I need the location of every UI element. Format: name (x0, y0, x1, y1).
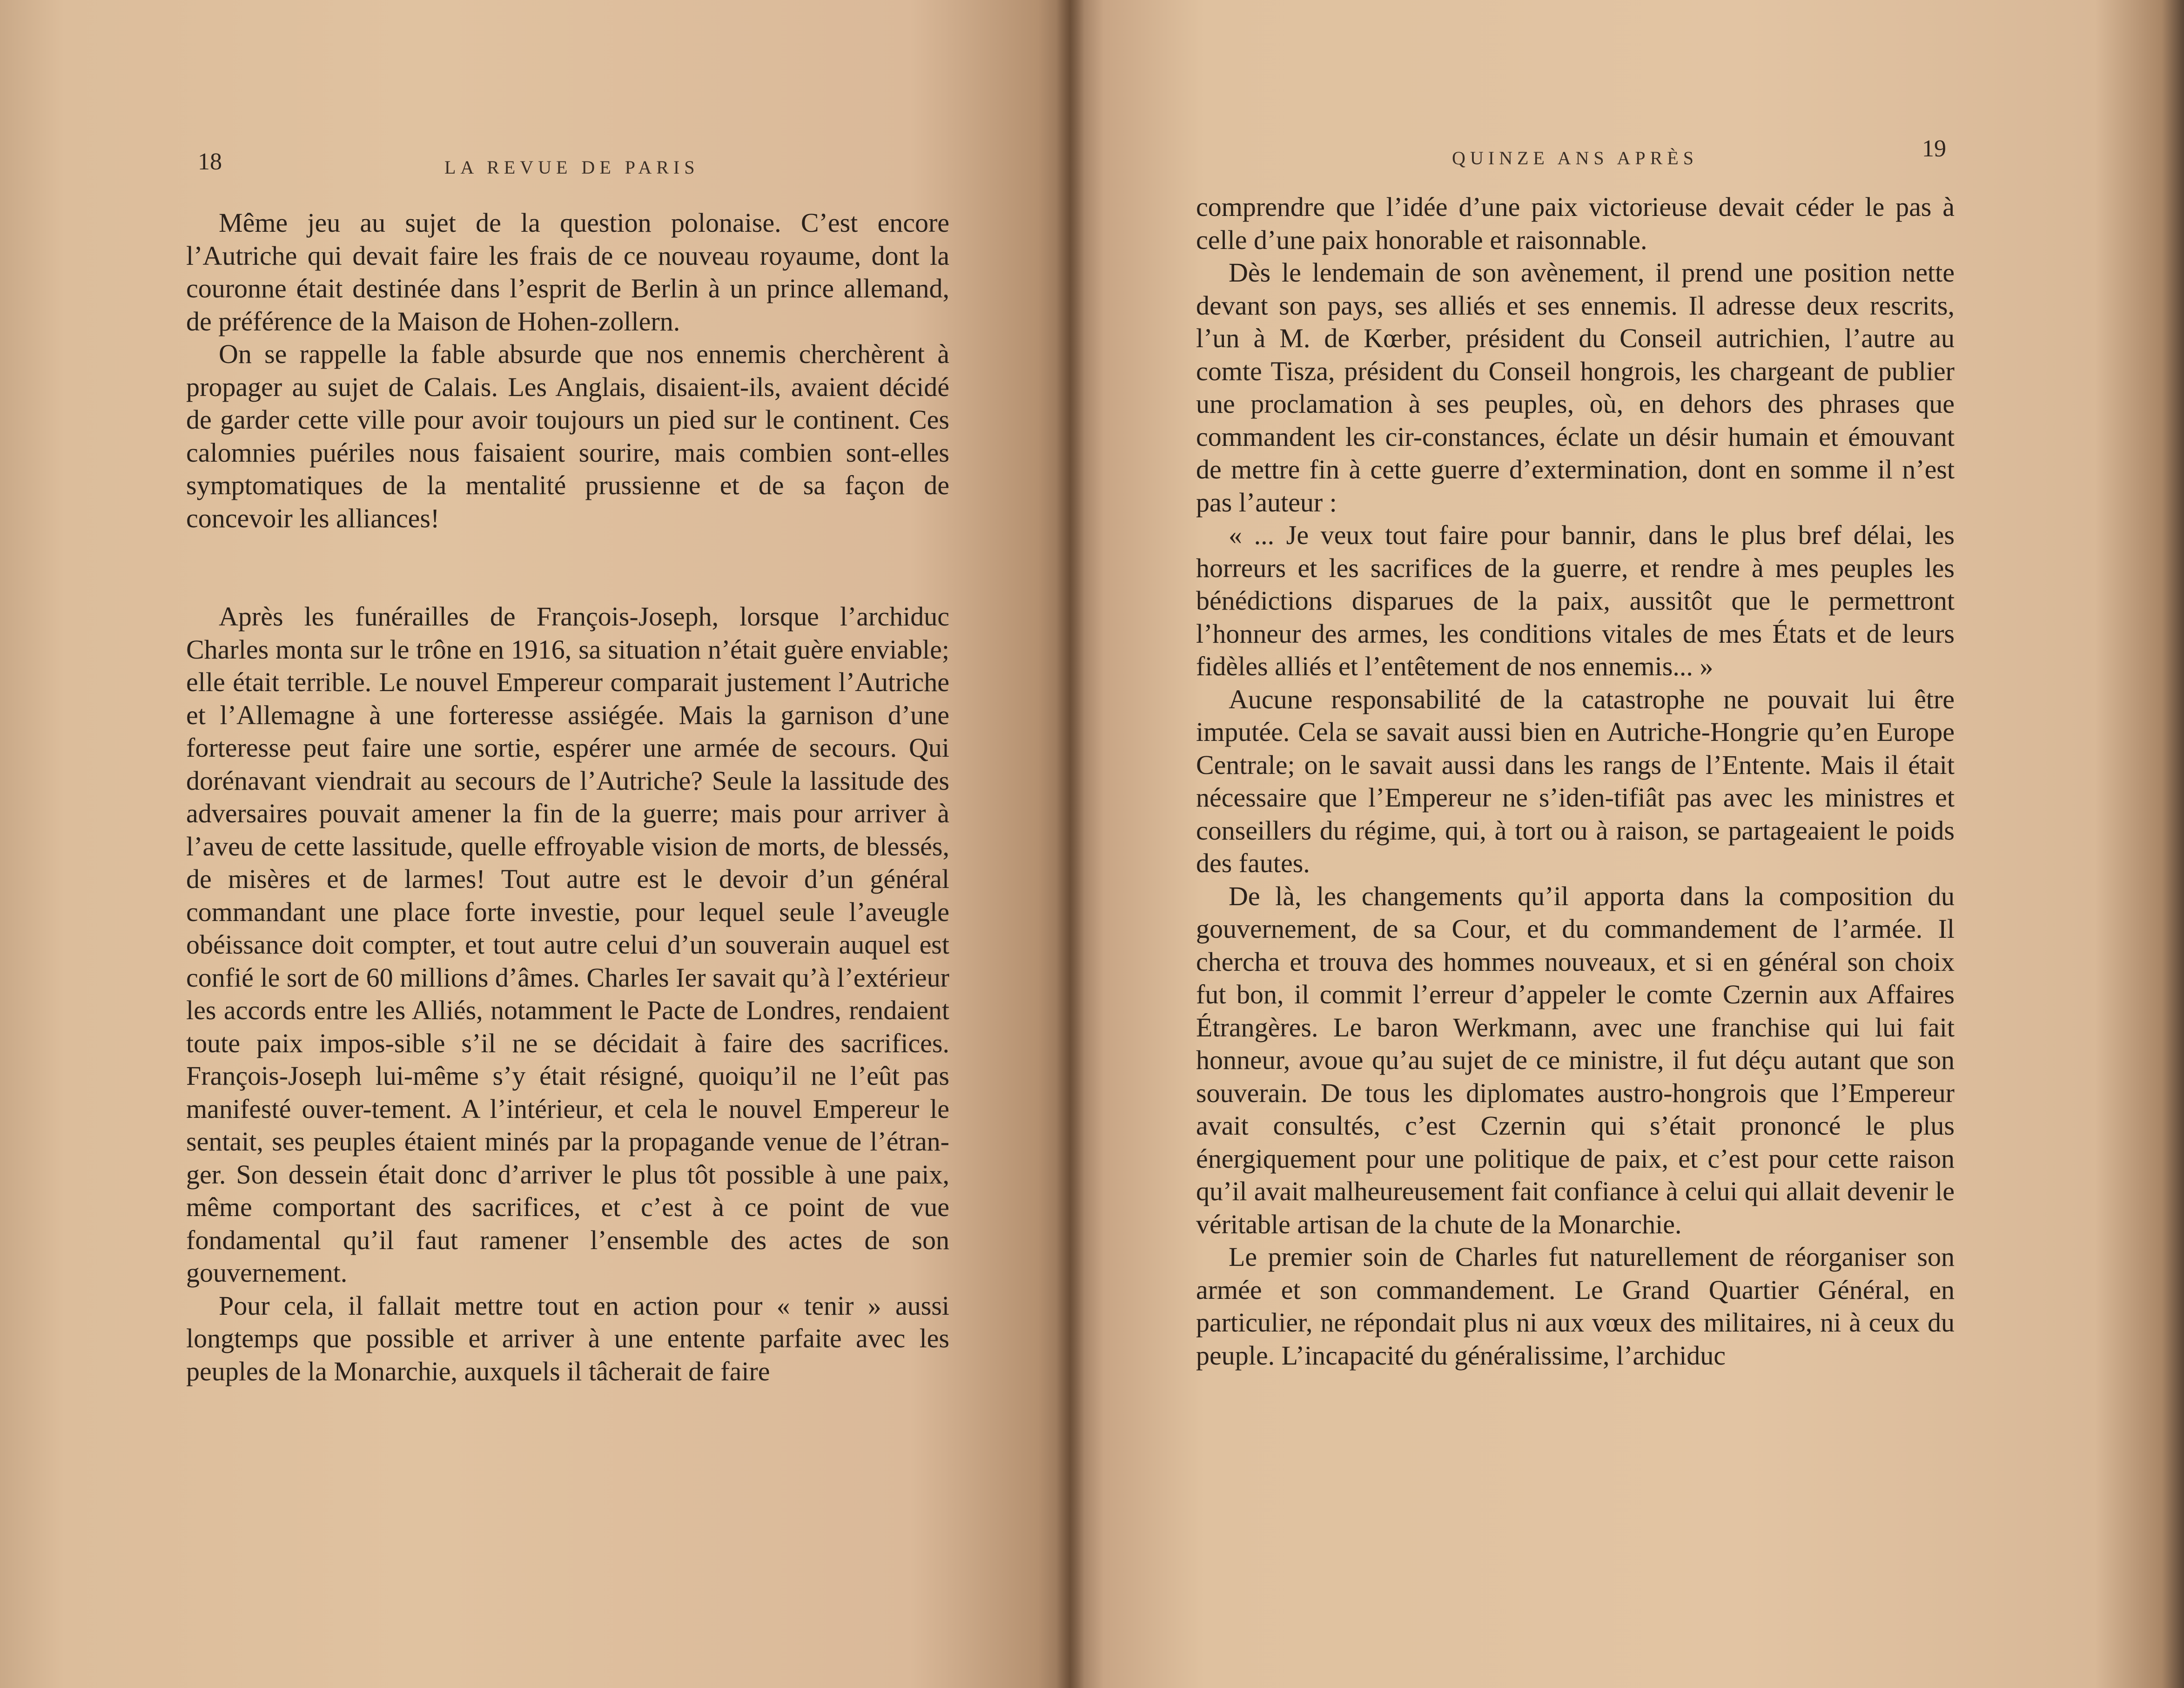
paragraph: Dès le lendemain de son avènement, il prend une position nette devant son pays, ses alliés et ses ennemis. Il adresse deux rescrits, l’un à M. de Kœrber, président du Conseil autrichien, l’autre au comte Tisza, président du Conseil hongrois, les chargeant de publier une proclamation à ses peuples, où, en dehors des phrases que commandent les cir-constances, éclate un désir humain et émouvant de mettre fin à cette guerre d’extermination, dont en somme il n’est pas l’auteur : (1196, 257, 1955, 518)
book-gutter (1056, 0, 1084, 1688)
left-page (0, 0, 1070, 1688)
page-number-left: 18 (198, 148, 222, 175)
quotation: « ... Je veux tout faire pour bannir, dans le plus bref délai, les horreurs et les sacrifices de la guerre, et rendre à mes peuples les bénédictions disparues de la paix, aussitôt que le permettront l’honneur des armes, les conditions vitales de mes États et de leurs fidèles alliés et l’entêtement de nos ennemis... » (1196, 520, 1955, 681)
paragraph: De là, les changements qu’il apporta dans la composition du gouvernement, de sa Cour, et du commandement de l’armée. Il chercha et trouva des hommes nouveaux, et si en général son choix fut bon, il commit l’erreur d’appeler le comte Czernin aux Affaires Étrangères. Le baron Werkmann, avec une franchise qui lui fait honneur, avoue qu’au sujet de ce ministre, il fut déçu autant que son souverain. De tous les diplomates austro-hongrois que l’Empereur avait consultés, c’est Czernin qui s’était prononcé le plus énergiquement pour une politique de paix, et c’est pour cette raison qu’il avait malheureusement fait confiance à celui qui allait devenir le véritable artisan de la chute de la Monarchie. (1196, 881, 1955, 1239)
paragraph: Aucune responsabilité de la catastrophe ne pouvait lui être imputée. Cela se savait aussi bien en Autriche-Hongrie qu’en Europe Centrale; on le savait aussi dans les rangs de l’Entente. Mais il était nécessaire que l’Empereur ne s’iden-tifiât pas avec les ministres et conseillers du régime, qui, à tort ou à raison, se partageaient le poids des fautes. (1196, 684, 1955, 878)
running-head-right: QUINZE ANS APRÈS (1452, 148, 1698, 168)
right-page-body (1196, 191, 1955, 1372)
right-page (1070, 0, 2184, 1688)
paragraph: comprendre que l’idée d’une paix victorieuse devait céder le pas à celle d’une paix honorable et raisonnable. (1196, 192, 1955, 255)
paragraph: Pour cela, il fallait mettre tout en action pour « tenir » aussi longtemps que possible et arriver à une entente parfaite avec les peuples de la Monarchie, auxquels il tâcherait de faire (186, 1290, 949, 1386)
paragraph: On se rappelle la fable absurde que nos ennemis cherchèrent à propager au sujet de Calais. Les Anglais, disaient-ils, avaient décidé de garder cette ville pour avoir toujours un pied sur le continent. Ces calomnies puériles nous faisaient sourire, mais combien sont-elles symptomatiques de la mentalité prussienne et de sa façon de concevoir les alliances! (186, 339, 949, 533)
running-head-left: LA REVUE DE PARIS (444, 157, 699, 178)
page-number-right: 19 (1922, 135, 1946, 162)
paragraph: Après les funérailles de François-Joseph, lorsque l’archiduc Charles monta sur le trône en 1916, sa situation n’était guère enviable; elle était terrible. Le nouvel Empereur comparait justement l’Autriche et l’Allemagne à une forteresse assiégée. Mais la garnison d’une forteresse peut faire une sortie, espérer une armée de secours. Qui dorénavant viendrait au secours de l’Autriche? Seule la lassitude des adversaires pouvait amener la fin de la guerre; mais pour arriver à l’aveu de cette lassitude, quelle effroyable vision de morts, de blessés, de misères et de larmes! Tout autre est le devoir d’un général commandant une place forte investie, pour lequel seule l’aveugle obéissance doit compter, et tout autre celui d’un souverain auquel est confié le sort de 60 millions d’âmes. Charles Ier savait qu’à l’extérieur les accords entre les Alliés, notamment le Pacte de Londres, rendaient toute paix impos-sible s’il ne se décidait à faire des sacrifices. François-Joseph lui-même s’y était résigné, quoiqu’il ne l’eût pas manifesté ouver-tement. A l’intérieur, et cela le nouvel Empereur le sentait, ses peuples étaient minés par la propagande venue de l’étran-ger. Son dessein était donc d’arriver le plus tôt possible à une paix, même comportant des sacrifices, et c’est à ce point de vue fondamental qu’il faut ramener l’ensemble des actes de son gouvernement. (186, 601, 949, 1288)
paragraph: Le premier soin de Charles fut naturellement de réorganiser son armée et son commandement. Le Grand Quartier Général, en particulier, ne répondait plus ni aux vœux des militaires, ni à ceux du peuple. L’incapacité du généralissime, l’archiduc (1196, 1242, 1955, 1371)
paragraph: Même jeu au sujet de la question polonaise. C’est encore l’Autriche qui devait faire les frais de ce nouveau royaume, dont la couronne était destinée dans l’esprit de Berlin à un prince allemand, de préférence de la Maison de Hohen-zollern. (186, 208, 949, 336)
left-page-body (186, 207, 949, 1388)
